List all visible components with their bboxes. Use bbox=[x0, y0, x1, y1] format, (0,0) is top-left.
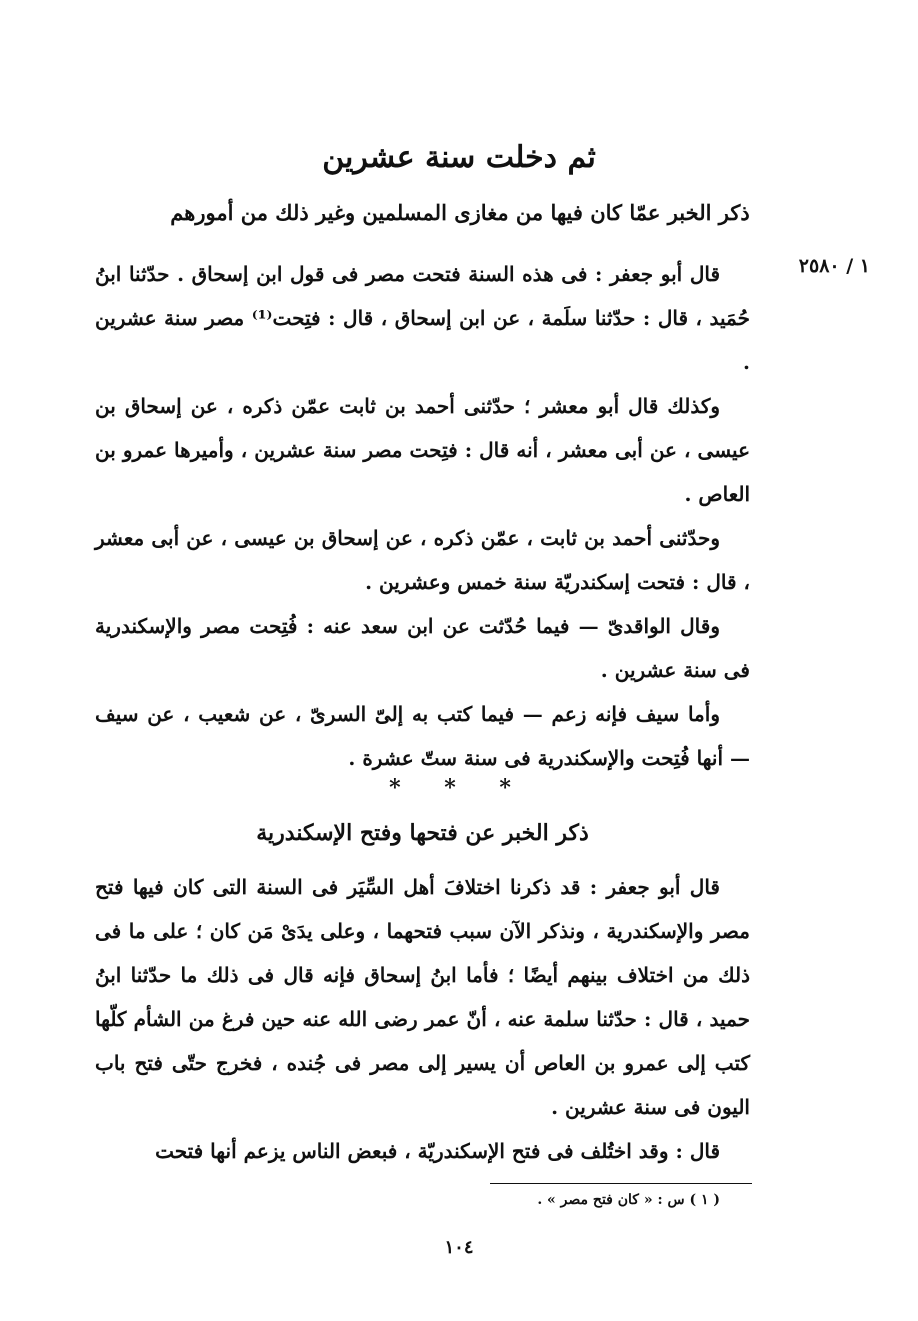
section-heading: ذكر الخبر عن فتحها وفتح الإسكندرية bbox=[256, 820, 589, 846]
page-subtitle: ذكر الخبر عمّا كان فيها من مغازى المسلمين وغير ذلك من أمورهم bbox=[170, 200, 750, 225]
paragraph: وقال الواقدىّ — فيما حُدّثت عن ابن سعد عنه : فُتِحت مصر والإسكندرية فى سنة عشرين . bbox=[95, 614, 750, 682]
paragraph: وكذلك قال أبو معشر ؛ حدّثنى أحمد بن ثابت عمّن ذكره ، عن إسحاق بن عيسى ، عن أبى معشر ، أنه قال : فتِحت مصر سنة عشرين ، وأميرها عمرو بن العاص . bbox=[95, 394, 750, 506]
page-title: ثم دخلت سنة عشرين bbox=[322, 140, 596, 175]
section-1-body bbox=[95, 252, 750, 780]
section-divider: * * * bbox=[389, 775, 529, 801]
margin-reference-number: ١ / ٢٥٨٠ bbox=[798, 255, 870, 277]
footnote-rule bbox=[490, 1183, 752, 1184]
section-2-body bbox=[95, 865, 750, 1173]
paragraph: قال أبو جعفر : فى هذه السنة فتحت مصر فى قول ابن إسحاق . حدّثنا ابنُ حُمَيد ، قال : حدّثنا سلَمة ، عن ابن إسحاق ، قال : فتِحت⁽¹⁾ مصر سنة عشرين . bbox=[95, 262, 750, 374]
paragraph: وأما سيف فإنه زعم — فيما كتب به إلىّ السرىّ ، عن شعيب ، عن سيف — أنها فُتِحت والإسكندرية فى سنة ستّ عشرة . bbox=[95, 702, 750, 770]
page-number: ١٠٤ bbox=[444, 1237, 474, 1258]
paragraph: وحدّثنى أحمد بن ثابت ، عمّن ذكره ، عن إسحاق بن عيسى ، عن أبى معشر ، قال : فتحت إسكندريّة سنة خمس وعشرين . bbox=[95, 526, 750, 594]
paragraph: قال : وقد اختُلف فى فتح الإسكندريّة ، فبعض الناس يزعم أنها فتحت bbox=[155, 1139, 720, 1163]
paragraph: قال أبو جعفر : قد ذكرنا اختلافَ أهل السِّيَر فى السنة التى كان فيها فتح مصر والإسكندرية ، ونذكر الآن سبب فتحهما ، وعلى يدَىْ مَن كان ؛ على ما فى ذلك من اختلاف بينهم أيضًا ؛ فأما ابنُ إسحاق فإنه قال فى ذلك ما حدّثنا ابنُ حميد ، قال : حدّثنا سلمة عنه ، أنّ عمر رضى الله عنه حين فرغ من الشأم كلّها كتب إلى عمرو بن العاص أن يسير إلى مصر فى جُنده ، فخرج حتّى فتح باب اليون فى سنة عشرين . bbox=[95, 875, 750, 1119]
footnote: ( ١ ) س : « كان فتح مصر » . bbox=[537, 1192, 720, 1208]
